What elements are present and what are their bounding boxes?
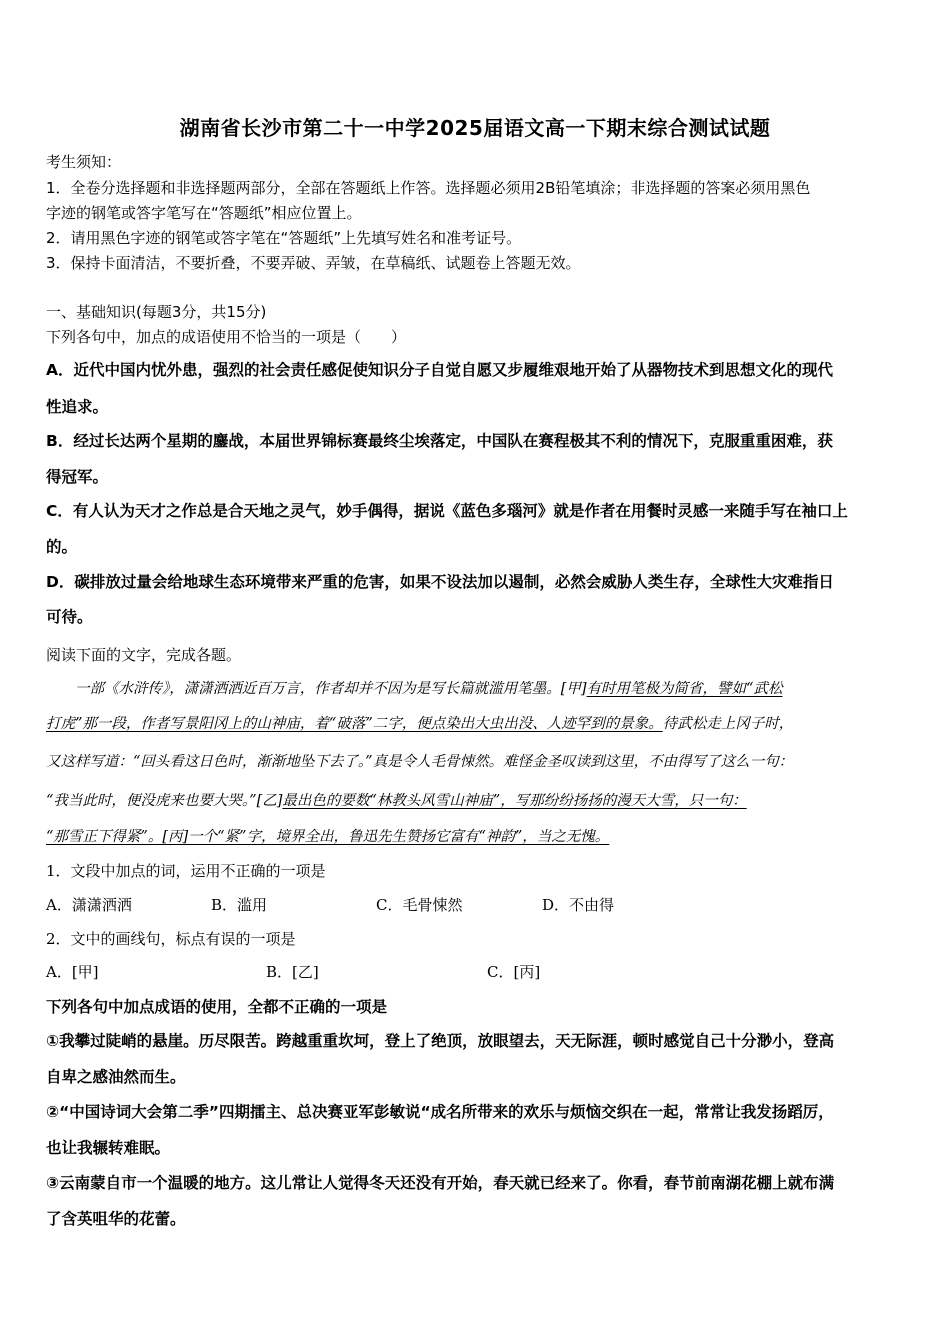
notice-item-1-line-1: 1．全卷分选择题和非选择题两部分，全部在答题纸上作答。选择题必须用2B铅笔填涂；非选择题的答案必须用黑色 [46,179,811,197]
passage-line-4-plain: “我当此时，便没虎来也要大哭。”[乙] [46,793,283,809]
option-a-line-2: 性追求。 [46,398,109,416]
underlined-sentence-jia: 有时用笔极为简省，譬如“武松 [586,681,783,697]
passage-line-3: 又这样写道：“回头看这日色时，渐渐地坠下去了。”真是令人毛骨悚然。难怪金圣叹读到这里，不由得写了这么一句： [46,754,794,770]
q2-option-c: C．[丙] [487,963,541,981]
option-c-line-2: 的。 [46,538,78,556]
sentence-1-line-2: 自卑之感油然而生。 [46,1068,186,1086]
passage-line-2-plain: 待武松走上冈子时， [662,716,794,732]
sentence-3-line-2: 了含英咀华的花蕾。 [46,1210,186,1228]
q1-option-c: C．毛骨悚然 [376,896,463,914]
underlined-sentence-jia-cont: 打虎”那一段，作者写景阳冈上的山神庙，着“破落”二字，便点染出大虫出没、人迹罕到的景象。 [46,716,663,732]
passage-line-4 [46,791,908,811]
notice-item-3: 3．保持卡面清洁，不要折叠，不要弄破、弄皱，在草稿纸、试题卷上答题无效。 [46,254,581,272]
sentence-2-line-2: 也让我辗转难眠。 [46,1139,171,1157]
reading-question-2: 2．文中的画线句，标点有误的一项是 [46,930,296,948]
passage-line-1-plain: 一部《水浒传》，潇潇洒洒近百万言，作者却并不因为是写长篇就滥用笔墨。[甲] [46,681,587,697]
page-title: 湖南省长沙市第二十一中学2025届语文高一下期末综合测试试题 [179,116,771,140]
reading-intro: 阅读下面的文字，完成各题。 [46,646,242,664]
notice-item-2: 2．请用黑色字迹的钢笔或答字笔在“答题纸”上先填写姓名和准考证号。 [46,229,522,247]
passage-line-1 [46,679,908,699]
option-b-line-1: B．经过长达两个星期的鏖战，本届世界锦标赛最终尘埃落定，中国队在赛程极其不利的情况下，克服重重困难，获 [46,432,833,450]
option-b-line-2: 得冠军。 [46,468,109,486]
option-d-line-1: D．碳排放过量会给地球生态环境带来严重的危害，如果不设法加以遏制，必然会威胁人类生存，全球性大灾难指日 [46,573,834,591]
sentence-3-line-1: ③云南蒙自市一个温暖的地方。这儿常让人觉得冬天还没有开始，春天就已经来了。你看，春节前南湖花棚上就布满 [46,1174,835,1192]
q1-option-a: A．潇潇洒洒 [46,896,132,914]
section-2-stem: 下列各句中加点成语的使用，全都不正确的一项是 [46,998,388,1016]
option-a-line-1: A．近代中国内忧外患，强烈的社会责任感促使知识分子自觉自愿又步履维艰地开始了从器物技术到思想文化的现代 [46,361,833,379]
option-d-line-2: 可待。 [46,608,93,626]
reading-question-1: 1．文段中加点的词，运用不正确的一项是 [46,862,326,880]
q1-option-d: D．不由得 [542,896,615,914]
notice-item-1-line-2: 字迹的钢笔或答字笔写在“答题纸”相应位置上。 [46,204,362,222]
sentence-1-line-1: ①我攀过陡峭的悬崖。历尽限苦。跨越重重坎坷，登上了绝顶，放眼望去，天无际涯，顿时感觉自己十分渺小，登高 [46,1032,835,1050]
q2-option-b: B．[乙] [266,963,319,981]
notice-heading: 考生须知： [46,153,122,171]
q2-option-a: A．[甲] [46,963,99,981]
section-1-heading: 一、基础知识(每题3分，共15分) [46,303,267,321]
question-stem: 下列各句中，加点的成语使用不恰当的一项是（ ） [46,328,407,346]
underlined-sentence-bing: “那雪正下得紧”。[丙]一个“紧”字，境界全出，鲁迅先生赞扬它富有“神韵”，当之无愧。 [46,829,610,845]
option-c-line-1: C．有人认为天才之作总是合天地之灵气，妙手偶得，据说《蓝色多瑙河》就是作者在用餐时灵感一来随手写在袖口上 [46,502,848,520]
q1-option-b: B．滥用 [211,896,268,914]
sentence-2-line-1: ②“中国诗词大会第二季”四期擂主、总决赛亚军彭敏说“成名所带来的欢乐与烦恼交织在一起，常常让我发扬蹈厉， [46,1103,834,1121]
passage-line-2 [46,714,908,734]
underlined-sentence-yi: 最出色的要数“林教头风雪山神庙”，写那纷纷扬扬的漫天大雪，只一句： [282,793,747,809]
